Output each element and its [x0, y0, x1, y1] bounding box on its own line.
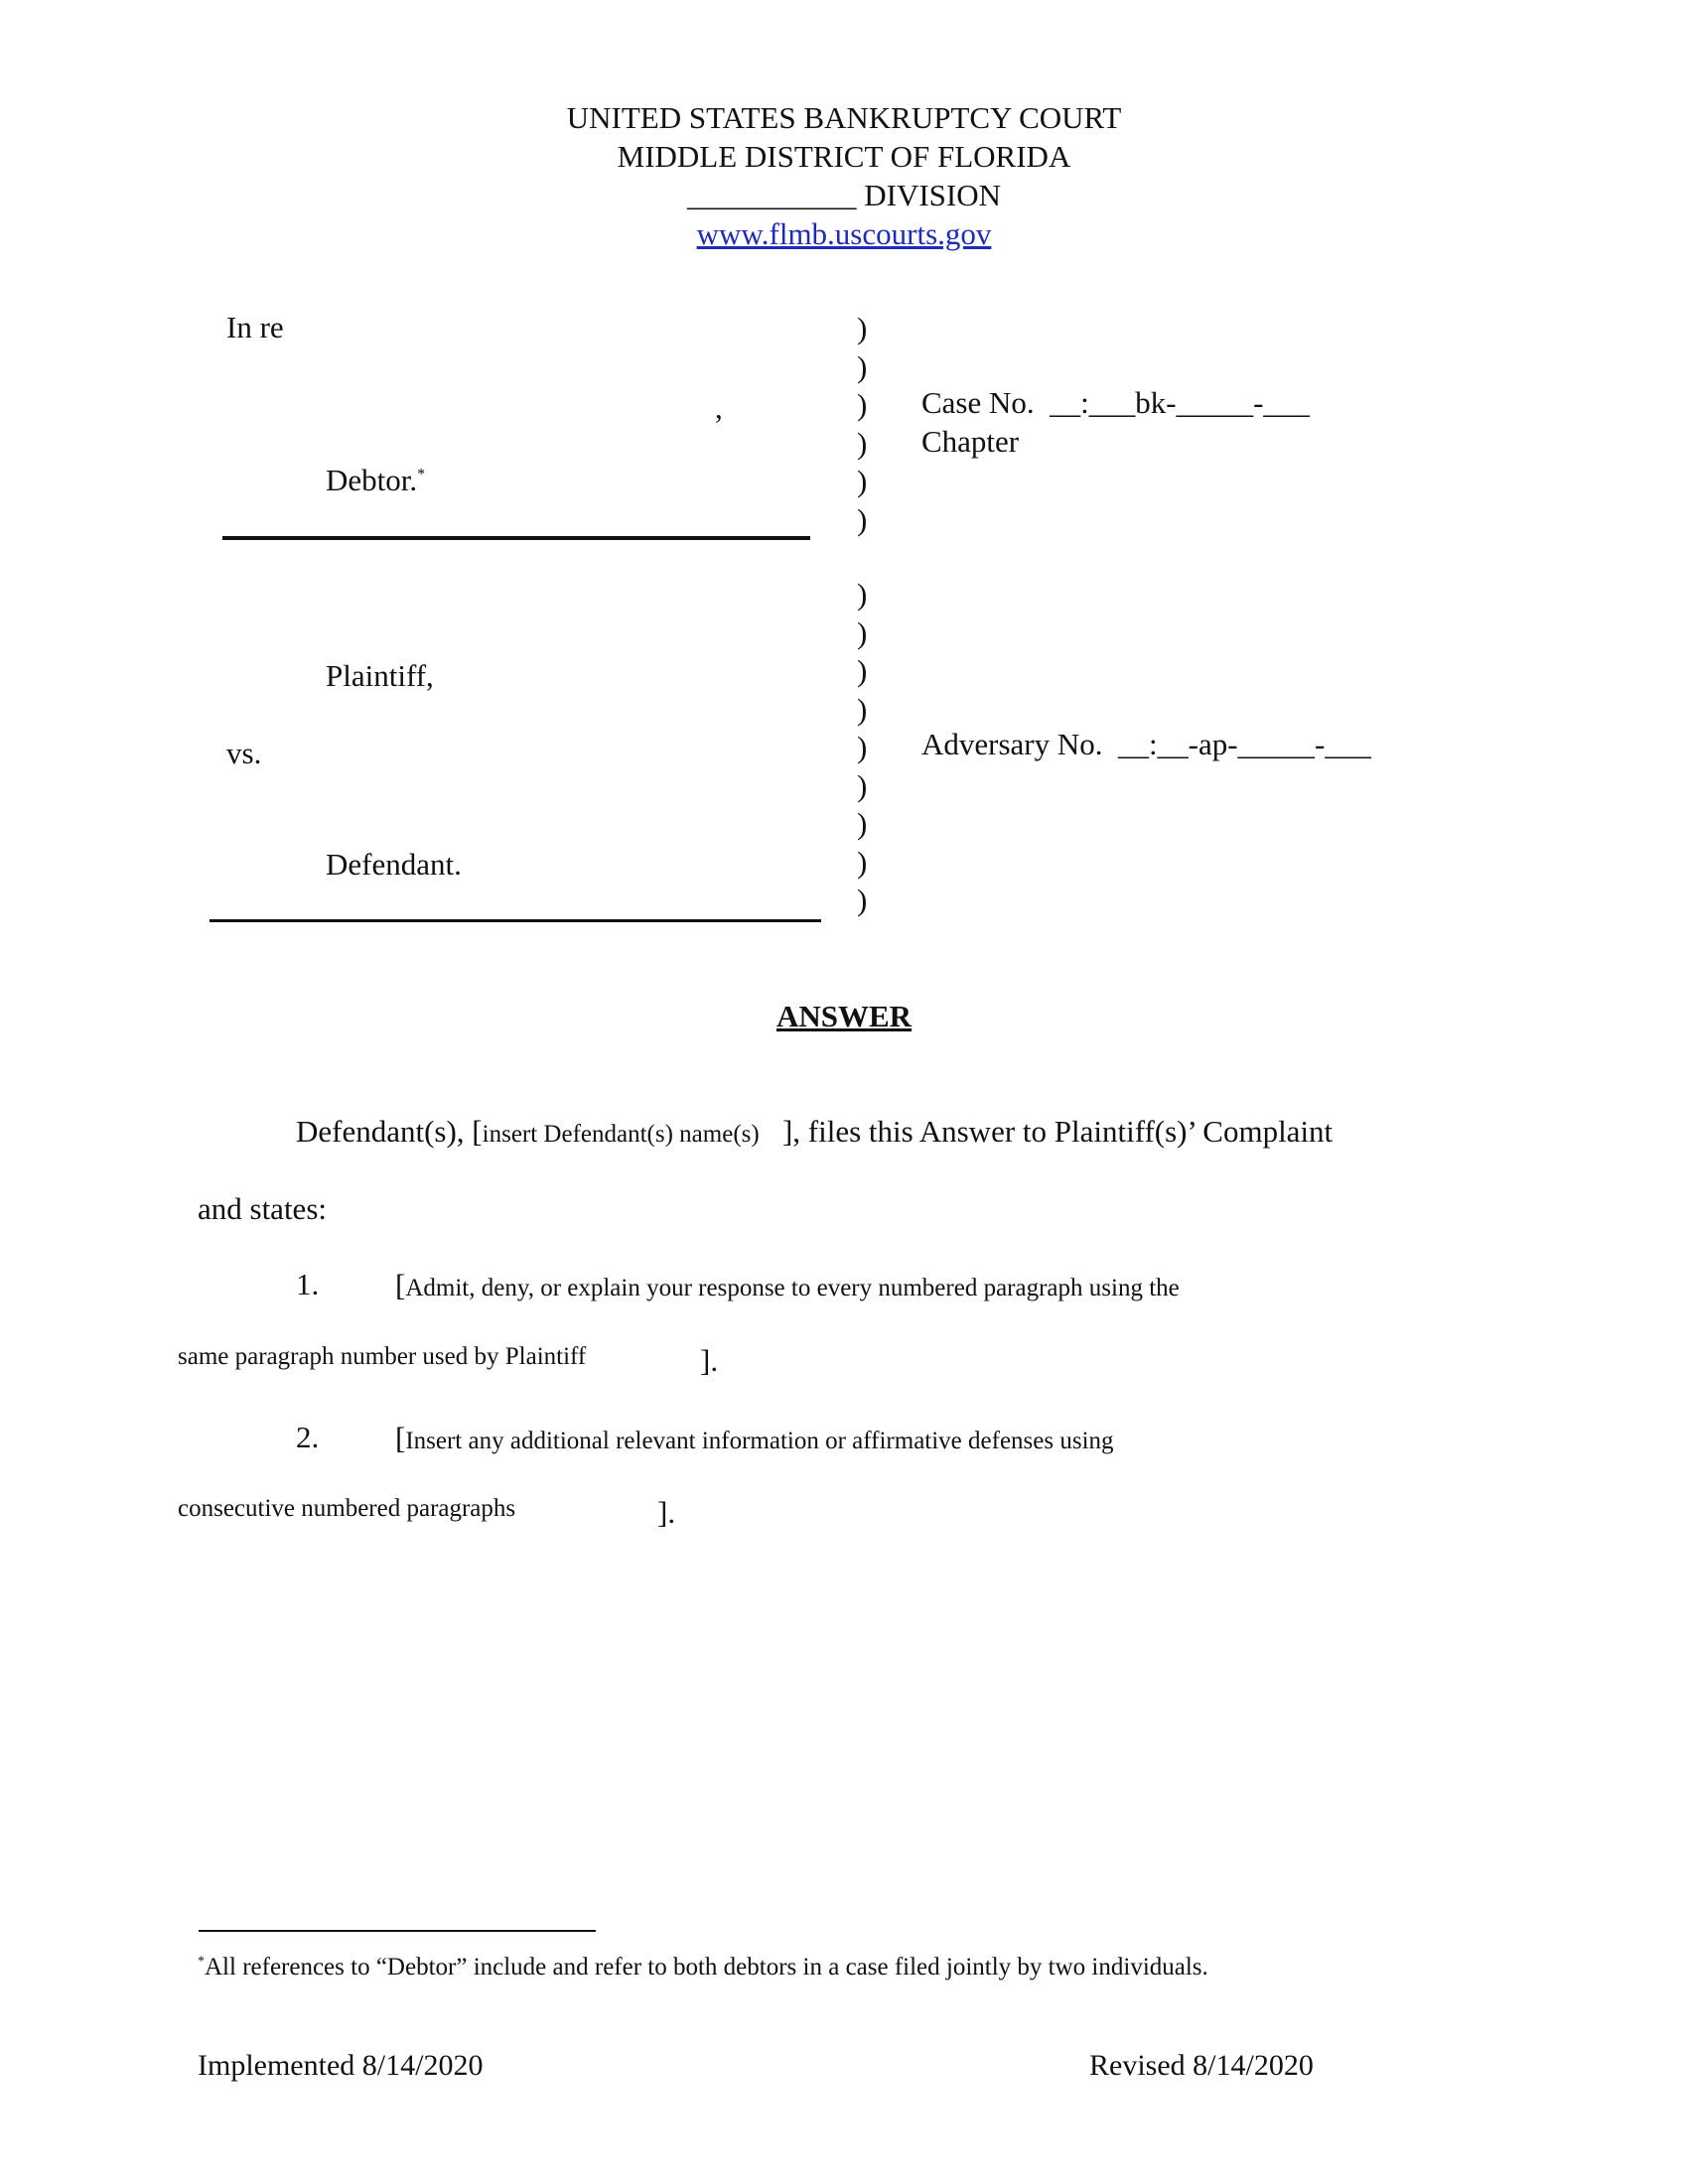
- revised-date: Revised 8/14/2020: [1089, 2049, 1314, 2082]
- paren: ): [857, 348, 868, 384]
- open-bracket: [: [395, 1268, 406, 1302]
- footnote-mark: *: [198, 1954, 205, 1970]
- plaintiff-label: Plaintiff,: [326, 658, 434, 693]
- paren-column-bottom: [857, 576, 867, 920]
- footnote: [198, 1954, 1208, 1981]
- website-line: [0, 215, 1688, 253]
- defendant-divider-rule: [210, 919, 821, 922]
- division-line: [0, 177, 1688, 214]
- defendant-label: Defendant.: [326, 847, 462, 882]
- case-number-line: [921, 385, 1310, 421]
- in-re-label: In re: [226, 310, 284, 344]
- open-bracket: [: [395, 1421, 406, 1455]
- document-title: ANSWER: [775, 999, 913, 1033]
- item-1-line-2[interactable]: same paragraph number used by Plaintiff: [178, 1343, 587, 1370]
- adversary-number-field[interactable]: __:__-ap-_____-___: [1118, 727, 1371, 761]
- paren: ): [857, 464, 868, 498]
- case-number-field[interactable]: __:___bk-_____-___: [1050, 385, 1310, 420]
- footnote-text: All references to “Debtor” include and refer to both debtors in a case filed jointly by two individuals.: [205, 1954, 1208, 1980]
- footnote-marker[interactable]: *: [417, 466, 426, 483]
- paren: ): [857, 387, 868, 422]
- paren: ): [857, 425, 868, 461]
- item-number: 2.: [296, 1420, 320, 1454]
- paren: ): [857, 577, 868, 612]
- court-name: UNITED STATES BANKRUPTCY COURT: [566, 100, 1122, 135]
- debtor-label: [326, 463, 425, 498]
- adversary-number-line: [921, 727, 1371, 762]
- defendant-name-field[interactable]: insert Defendant(s) name(s): [482, 1121, 760, 1148]
- debtor-name-comma: ,: [715, 390, 723, 425]
- court-website-link[interactable]: www.flmb.uscourts.gov: [696, 216, 992, 251]
- debtor-divider-rule: [222, 536, 810, 540]
- paren: ): [857, 501, 868, 537]
- intro-suffix: ], files this Answer to Plaintiff(s)’ Complaint: [781, 1114, 1334, 1149]
- paren: ): [857, 653, 868, 688]
- implemented-date: Implemented 8/14/2020: [198, 2049, 484, 2082]
- item-1-line-1: [395, 1268, 1180, 1303]
- intro-paragraph: [296, 1114, 1333, 1150]
- paren: ): [857, 691, 868, 727]
- vs-label: vs.: [226, 736, 262, 770]
- paren: ): [857, 730, 868, 764]
- intro-prefix: Defendant(s), [: [296, 1114, 483, 1149]
- item-2-response-field[interactable]: Insert any additional relevant information or affirmative defenses using: [405, 1428, 1114, 1454]
- debtor-text: Debtor.: [326, 463, 418, 497]
- adversary-number-label: Adversary No.: [921, 727, 1103, 761]
- paren: ): [857, 767, 868, 803]
- close-bracket: ].: [700, 1343, 719, 1378]
- item-2-line-1: [395, 1421, 1114, 1456]
- intro-line-2: and states:: [198, 1191, 327, 1226]
- district-name: MIDDLE DISTRICT OF FLORIDA: [617, 139, 1071, 174]
- close-bracket: ].: [657, 1495, 676, 1530]
- case-number-label: Case No.: [921, 385, 1035, 420]
- division-blank[interactable]: ___________: [686, 178, 857, 212]
- item-1-response-field[interactable]: Admit, deny, or explain your response to every numbered paragraph using the: [405, 1275, 1180, 1301]
- footnote-separator: [199, 1930, 596, 1932]
- item-2-line-2[interactable]: consecutive numbered paragraphs: [178, 1495, 516, 1522]
- paren: ): [857, 844, 868, 880]
- paren-column-top: [857, 310, 867, 539]
- paren: ): [857, 883, 868, 917]
- item-number: 1.: [296, 1267, 320, 1301]
- division-label: DIVISION: [864, 178, 1001, 212]
- paren: ): [857, 614, 868, 650]
- paren: ): [857, 311, 868, 345]
- chapter-label: Chapter: [921, 424, 1020, 459]
- paren: ): [857, 806, 868, 841]
